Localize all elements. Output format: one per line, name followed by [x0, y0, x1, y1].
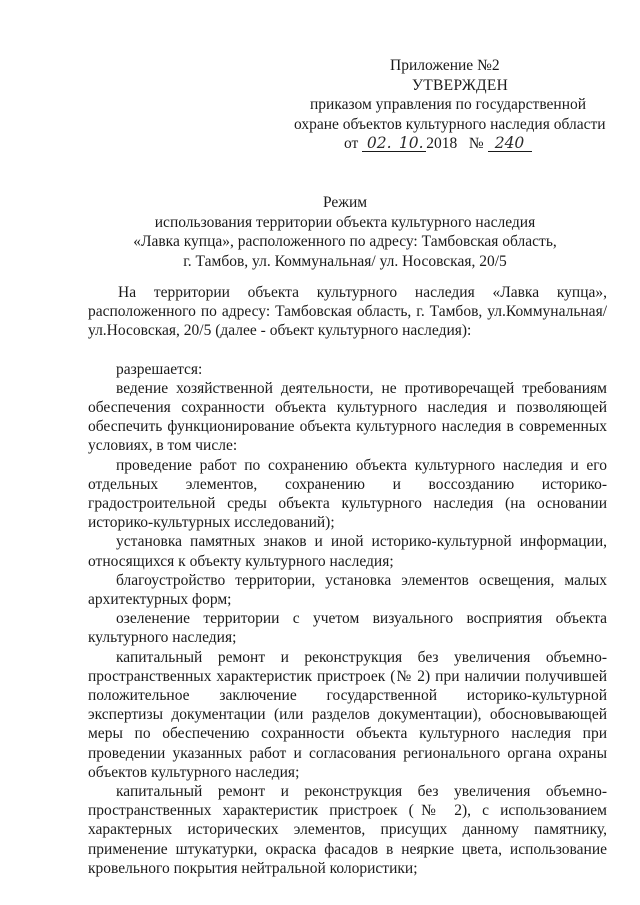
approved-label: УТВЕРЖДЕН	[412, 76, 509, 94]
title-line-4: г. Тамбов, ул. Коммунальная/ ул. Носовская, 20/5	[183, 252, 507, 270]
intro-paragraph: На территории объекта культурного наследия «Лавка купца», расположенного по адресу: Тамбовская область, г. Тамбов, ул.Коммунальная/ ул.Носовская, 20/5 (далее - объект культурного наследия):	[88, 284, 607, 340]
list-item: проведение работ по сохранению объекта культурного наследия и его отдельных элементов, сохранению и воссозданию историко-градостроительной среды объекта культурного наследия (на основании историко-культурных исследований);	[88, 456, 607, 532]
number-sign: №	[468, 135, 484, 152]
list-item: озеленение территории с учетом визуального восприятия объекта культурного наследия;	[88, 610, 607, 647]
allowed-heading: разрешается:	[116, 360, 203, 378]
date-prefix: от	[344, 135, 359, 152]
approval-header	[290, 56, 620, 154]
document-title	[110, 193, 580, 271]
list-item: благоустройство территории, установка элементов освещения, малых архитектурных форм;	[88, 571, 607, 609]
list-item: капитальный ремонт и реконструкция без увеличения объемно-пространственных характеристик пристроек (№ 2) при наличии получившей положительное заключение государственной историко-культурной экспертизы документации (или разделов документации), обосновывающей меры по обеспечению сохранности объекта культурного наследия при проведении указанных работ и согласования регионального органа охраны объектов культурного наследия;	[88, 648, 607, 781]
title-line-2: использования территории объекта культурного наследия	[154, 213, 536, 231]
order-date-line	[290, 134, 620, 154]
date-month-handwritten: 10.	[396, 135, 426, 152]
title-line-3: «Лавка купца», расположенного по адресу: Тамбовская область,	[133, 233, 557, 250]
order-line-1: приказом управления по государственной	[310, 96, 587, 113]
list-item: капитальный ремонт и реконструкция без увеличения объемно-пространственных характеристик пристроек (№ 2), с использованием характерных исторических элементов, присущих данному памятнику, применение штукатурки, окраска фасадов в неяркие цвета, использование кровельного покрытия нейтральной колористики;	[88, 783, 607, 877]
list-item: ведение хозяйственной деятельности, не противоречащей требованиям обеспечения сохранности объекта культурного наследия и позволяющей обеспечить функционирование объекта культурного наследия в современных условиях, в том числе:	[88, 379, 607, 455]
order-number-handwritten: 240	[488, 135, 532, 152]
date-year: 2018	[426, 135, 458, 152]
date-day-handwritten: 02.	[362, 135, 396, 152]
order-line-2: охране объектов культурного наследия области	[294, 115, 606, 133]
title-line-1: Режим	[322, 194, 368, 211]
document-body	[88, 283, 607, 878]
list-item: установка памятных знаков и иной историко-культурной информации, относящихся к объекту культурного наследия;	[88, 533, 607, 570]
appendix-label: Приложение №2	[390, 57, 500, 74]
